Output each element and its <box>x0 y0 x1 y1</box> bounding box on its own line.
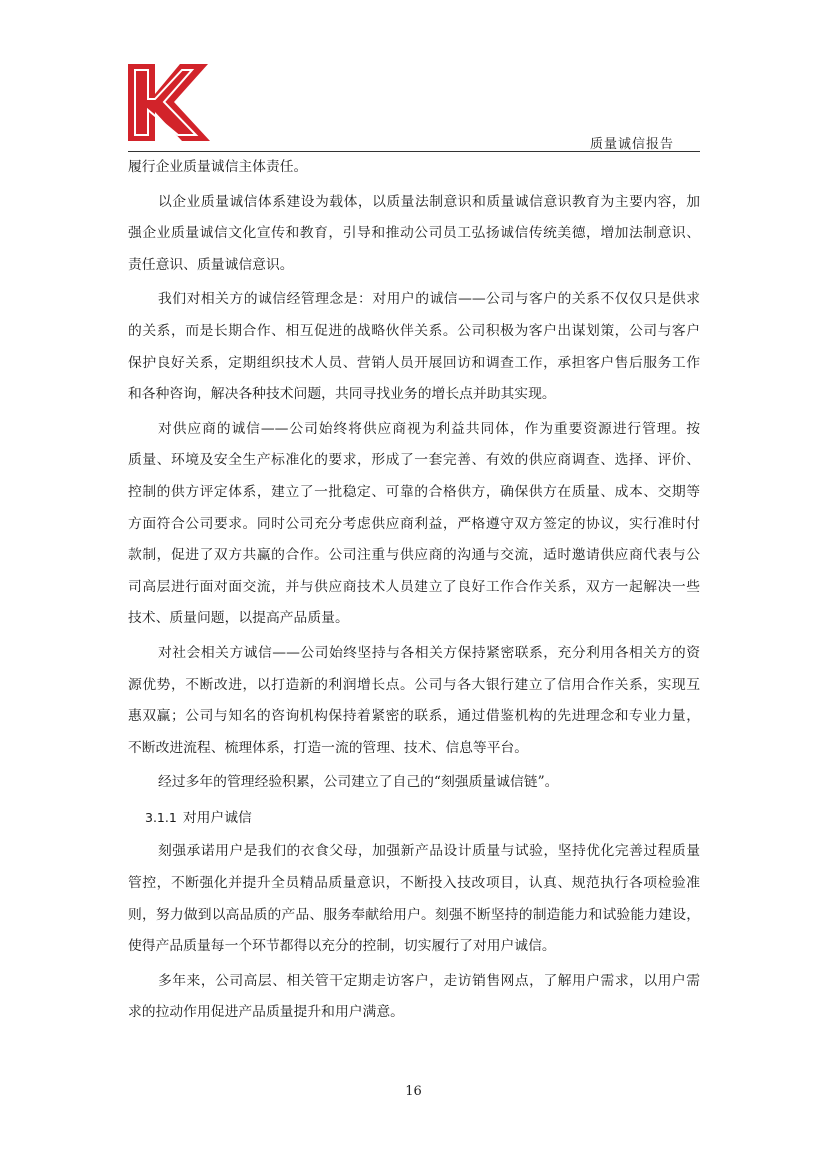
section-title: 对用户诚信 <box>182 809 252 826</box>
paragraph <box>128 966 700 1029</box>
paragraph <box>128 187 700 282</box>
paragraph-line: 司高层进行面对面交流，并与供应商技术人员建立了良好工作合作关系，双方一起解决一些 <box>128 578 700 595</box>
paragraph <box>128 836 700 962</box>
paragraph-line: 多年来，公司高层、相关管干定期走访客户，走访销售网点，了解用户需求，以用户需 <box>158 972 700 989</box>
section-number: 3.1.1 <box>145 809 177 825</box>
page-number: 16 <box>405 1084 422 1099</box>
paragraph-line: 刻强承诺用户是我们的衣食父母，加强新产品设计质量与试验，坚持优化完善过程质量 <box>158 843 700 860</box>
paragraph-line: 我们对相关方的诚信经管理念是：对用户的诚信——公司与客户的关系不仅仅只是供求 <box>158 291 700 308</box>
paragraph-line: 强企业质量诚信文化宣传和教育，引导和推动公司员工弘扬诚信传统美德，增加法制意识、 <box>128 225 700 242</box>
report-title: 质量诚信报告 <box>590 137 675 152</box>
paragraph-line: 则，努力做到以高品质的产品、服务奉献给用户。刻强不断坚持的制造能力和试验能力建设， <box>128 906 700 923</box>
paragraph-line: 对社会相关方诚信——公司始终坚持与各相关方保持紧密联系，充分利用各相关方的资 <box>158 644 700 661</box>
paragraph-line: 方面符合公司要求。同时公司充分考虑供应商利益，严格遵守双方签定的协议，实行准时付 <box>128 515 700 532</box>
paragraph <box>128 284 700 410</box>
section-heading <box>128 802 700 834</box>
paragraph-line: 保护良好关系，定期组织技术人员、营销人员开展回访和调查工作，承担客户售后服务工作 <box>128 354 700 371</box>
paragraph-line: 履行企业质量诚信主体责任。 <box>128 159 308 175</box>
paragraph <box>128 414 700 635</box>
paragraph-line: 责任意识、质量诚信意识。 <box>128 256 294 273</box>
paragraph-line: 源优势，不断改进，以打造新的利润增长点。公司与各大银行建立了信用合作关系，实现互 <box>128 676 700 693</box>
paragraph-line: 的关系，而是长期合作、相互促进的战略伙伴关系。公司积极为客户出谋划策，公司与客户 <box>128 322 700 339</box>
paragraph-line: 经过多年的管理经验积累，公司建立了自己的“刻强质量诚信链”。 <box>158 774 559 791</box>
paragraph <box>128 638 700 764</box>
paragraph-line: 惠双赢；公司与知名的咨询机构保持着紧密的联系，通过借鉴机构的先进理念和专业力量， <box>128 708 700 725</box>
paragraph-line: 质量、环境及安全生产标准化的要求，形成了一套完善、有效的供应商调查、选择、评价、 <box>128 452 700 469</box>
paragraph <box>128 767 700 799</box>
paragraph-line: 以企业质量诚信体系建设为载体，以质量法制意识和质量诚信意识教育为主要内容，加 <box>158 193 700 210</box>
paragraph-line: 使得产品质量每一个环节都得以充分的控制，切实履行了对用户诚信。 <box>128 938 556 955</box>
paragraph-line: 管控，不断强化并提升全员精品质量意识，不断投入技改项目，认真、规范执行各项检验准 <box>128 875 700 892</box>
paragraph-line: 求的拉动作用促进产品质量提升和用户满意。 <box>128 1004 404 1021</box>
section-heading-line <box>128 802 700 834</box>
company-logo <box>128 64 210 141</box>
paragraph-line: 和各种咨询，解决各种技术问题，共同寻找业务的增长点并助其实现。 <box>128 386 556 403</box>
paragraph <box>128 152 700 184</box>
paragraph-line: 对供应商的诚信——公司始终将供应商视为利益共同体，作为重要资源进行管理。按 <box>158 420 700 437</box>
paragraph-line: 款制，促进了双方共赢的合作。公司注重与供应商的沟通与交流，适时邀请供应商代表与公 <box>128 547 700 564</box>
body-text <box>128 152 700 1029</box>
paragraph-line: 不断改进流程、梳理体系，打造一流的管理、技术、信息等平台。 <box>128 739 529 756</box>
paragraph-line: 控制的供方评定体系，建立了一批稳定、可靠的合格供方，确保供方在质量、成本、交期等 <box>128 483 700 500</box>
paragraph-line: 技术、质量问题，以提高产品质量。 <box>128 610 349 627</box>
